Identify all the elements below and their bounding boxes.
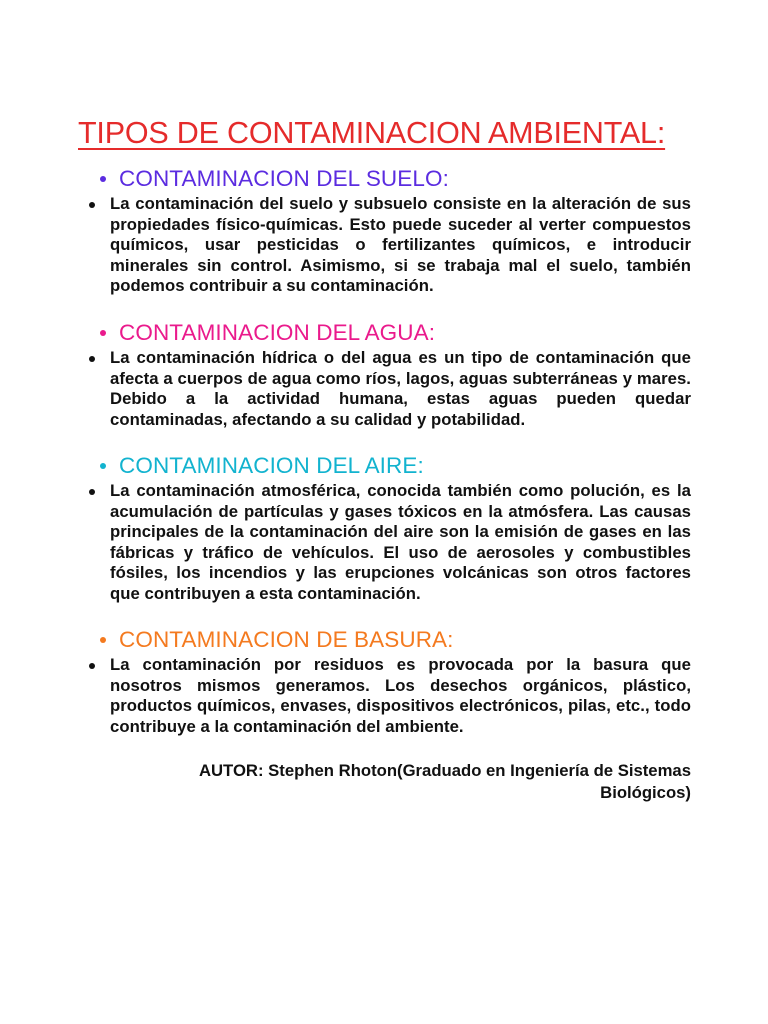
section-body-text: La contaminación del suelo y subsuelo consiste en la alteración de sus propiedades físico-químicas. Esto puede suceder al verter compuestos químicos, usar pesticidas o fertilizantes químicos, e introducir minerales sin control. Asimismo, si se trabaja mal el suelo, también podemos contribuir a su contaminación. [110, 194, 691, 296]
heading-bullet-icon [100, 637, 106, 643]
heading-bullet-icon [100, 330, 106, 336]
author-credit [100, 760, 691, 804]
author-line-1: AUTOR: Stephen Rhoton(Graduado en Ingeniería de Sistemas [198, 761, 691, 780]
heading-bullet-icon [100, 463, 106, 469]
section-body-text: La contaminación atmosférica, conocida también como polución, es la acumulación de partículas y gases tóxicos en la atmósfera. Las causas principales de la contaminación del aire son la emisión de gases en las fábricas y tráfico de vehículos. El uso de aerosoles y combustibles fósiles, los incendios y las erupciones volcánicas son otros factores que contribuyen a esta contaminación. [110, 481, 691, 603]
section-body-suelo [89, 194, 691, 297]
author-line-2: Biológicos) [600, 783, 691, 802]
bullet-icon [89, 489, 95, 495]
bullet-icon [89, 356, 95, 362]
section-heading-suelo [100, 166, 449, 192]
section-heading-text: CONTAMINACION DEL AIRE: [119, 453, 424, 478]
bullet-icon [89, 202, 95, 208]
section-heading-aire [100, 453, 424, 479]
section-body-basura [89, 655, 691, 737]
section-heading-text: CONTAMINACION DE BASURA: [119, 627, 454, 652]
section-body-text: La contaminación hídrica o del agua es un tipo de contaminación que afecta a cuerpos de agua como ríos, lagos, aguas subterráneas y mares. Debido a la actividad humana, estas aguas pueden quedar contaminadas, afectando a su calidad y potabilidad. [110, 348, 691, 429]
section-heading-basura [100, 627, 454, 653]
bullet-icon [89, 663, 95, 669]
section-body-text: La contaminación por residuos es provocada por la basura que nosotros mismos generamos. Los desechos orgánicos, plástico, productos químicos, envases, dispositivos electrónicos, pilas, etc., todo contribuye a la contaminación del ambiente. [110, 655, 691, 736]
section-heading-agua [100, 320, 435, 346]
heading-bullet-icon [100, 176, 106, 182]
section-body-aire [89, 481, 691, 605]
section-body-agua [89, 348, 691, 430]
section-heading-text: CONTAMINACION DEL AGUA: [119, 320, 436, 345]
section-heading-text: CONTAMINACION DEL SUELO: [119, 166, 449, 191]
page-title: TIPOS DE CONTAMINACION AMBIENTAL: [78, 116, 666, 150]
